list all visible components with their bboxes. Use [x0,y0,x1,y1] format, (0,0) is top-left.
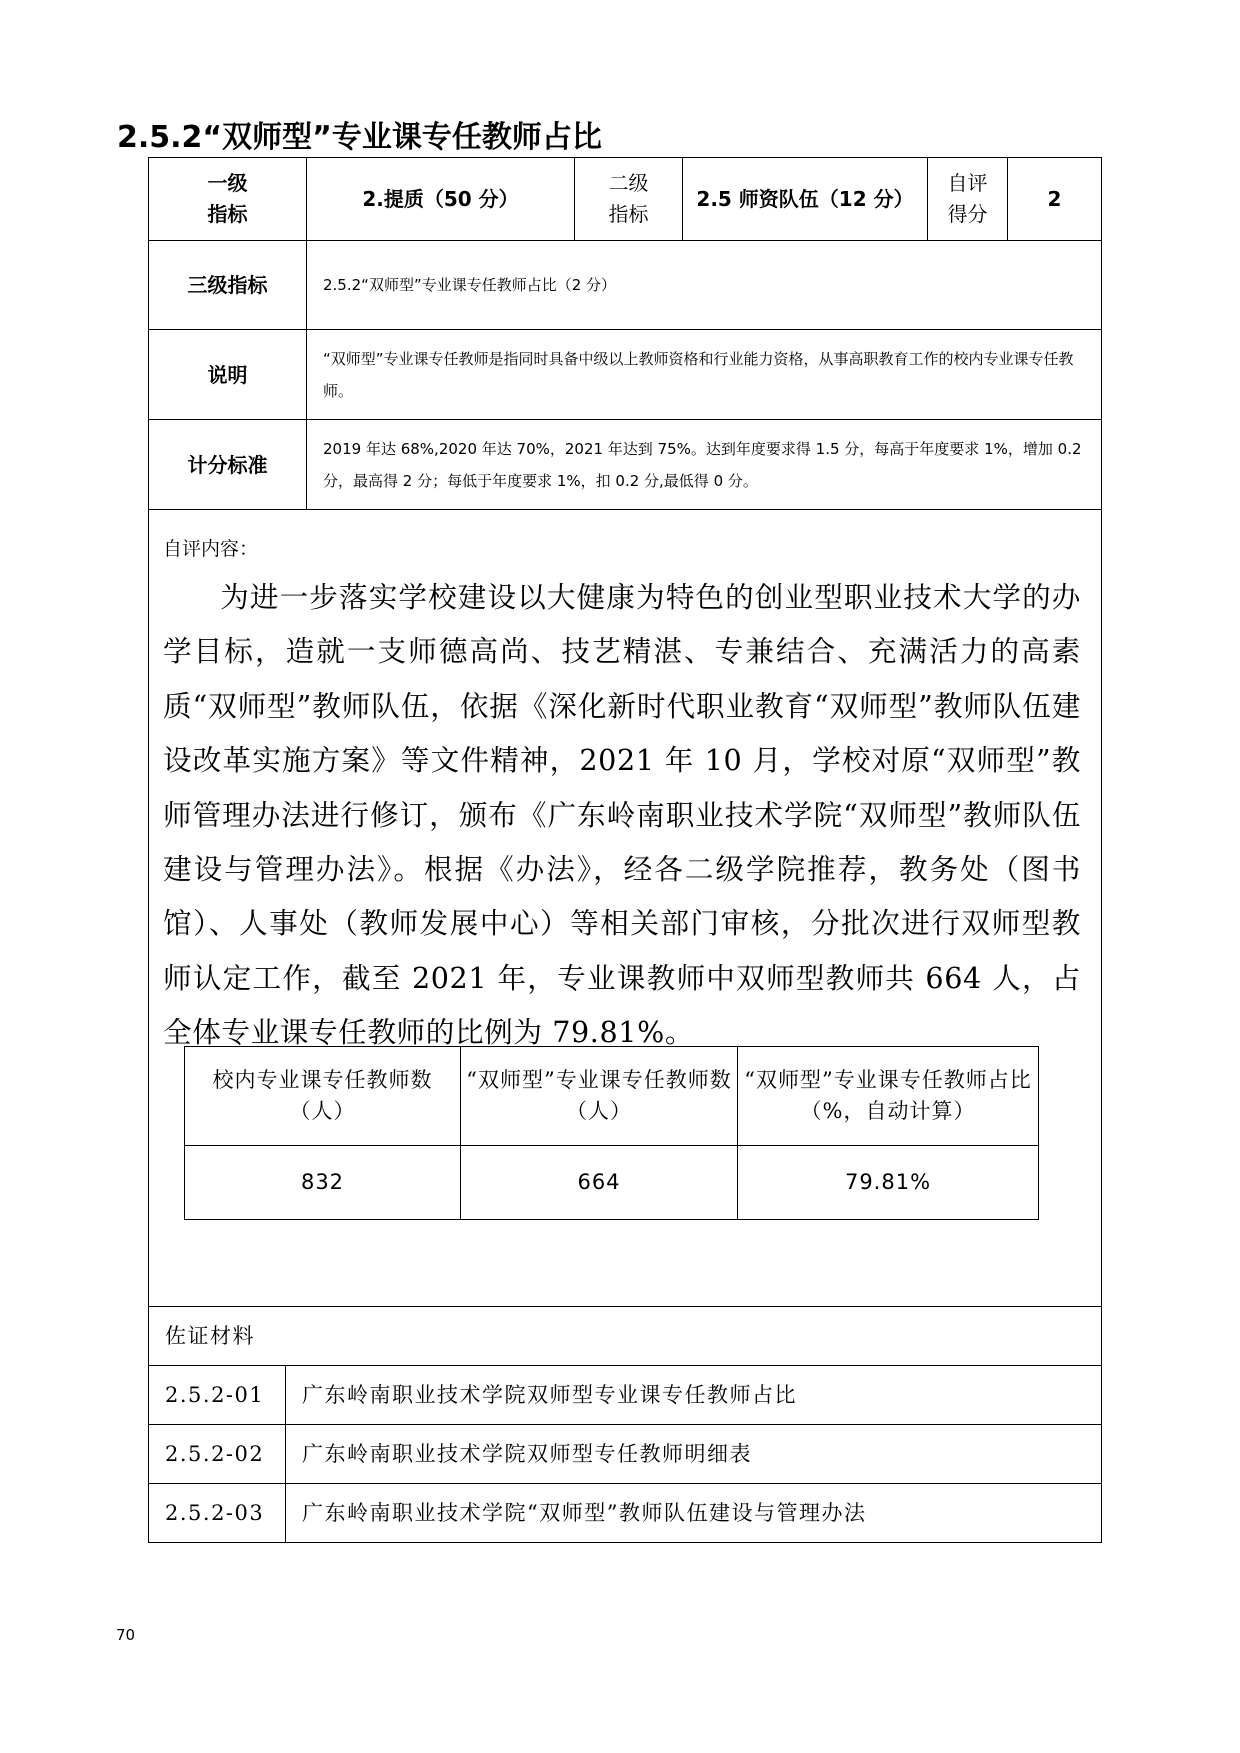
evidence-code: 2.5.2-01 [148,1366,286,1425]
page-number: 70 [116,1626,136,1644]
level2-value: 2.5 师资队伍（12 分） [683,157,928,241]
self-score-value: 2 [1008,157,1102,241]
level1-label: 一级 指标 [148,157,307,241]
section-title: 2.5.2“双师型”专业课专任教师占比 [117,120,602,155]
self-eval-text: 为进一步落实学校建设以大健康为特色的创业型职业技术大学的办学目标，造就一支师德高尚、技艺精湛、专兼结合、充满活力的高素质“双师型”教师队伍，依据《深化新时代职业教育“双师型”教师队伍建设改革实施方案》等文件精神，2021 年 10 月，学校对原“双师型”教师管理办法进行修订，颁布《广东岭南职业技术学院“双师型”教师队伍建设与管理办法》。根据《办法》，经各二级学院推荐，教务处（图书馆）、人事处（教师发展中心）等相关部门审核，分批次进行双师型教师认定工作，截至 2021 年，专业课教师中双师型教师共 664 人，占全体专业课专任教师的比例为 79.81%。 [163,580,1081,1050]
ratio-header-total: 校内专业课专任教师数（人） [184,1046,461,1146]
level1-value: 2.提质（50 分） [307,157,575,241]
evidence-title: 广东岭南职业技术学院双师型专任教师明细表 [286,1425,1102,1484]
level3-label: 三级指标 [148,241,307,330]
self-eval-label: 自评内容： [163,538,259,560]
explanation-label: 说明 [148,330,307,420]
evidence-code: 2.5.2-03 [148,1484,286,1543]
self-eval-paragraph [163,570,1081,1060]
evidence-title: 广东岭南职业技术学院双师型专业课专任教师占比 [286,1366,1102,1425]
ratio-header-percent: “双师型”专业课专任教师占比（%，自动计算） [738,1046,1039,1146]
ratio-value-percent: 79.81% [738,1146,1039,1220]
level2-label: 二级 指标 [575,157,683,241]
explanation-value: “双师型”专业课专任教师是指同时具备中级以上教师资格和行业能力资格，从事高职教育工作的校内专业课专任教师。 [307,330,1102,420]
scoring-label: 计分标准 [148,420,307,510]
ratio-value-total: 832 [184,1146,461,1220]
evidence-title: 广东岭南职业技术学院“双师型”教师队伍建设与管理办法 [286,1484,1102,1543]
ratio-header-double: “双师型”专业课专任教师数（人） [461,1046,738,1146]
scoring-value: 2019 年达 68%,2020 年达 70%，2021 年达到 75%。达到年度要求得 1.5 分，每高于年度要求 1%，增加 0.2 分，最高得 2 分；每低于年度要求 1%，扣 0.2 分,最低得 0 分。 [307,420,1102,510]
evidence-code: 2.5.2-02 [148,1425,286,1484]
ratio-value-double: 664 [461,1146,738,1220]
level3-value: 2.5.2“双师型”专业课专任教师占比（2 分） [307,241,1102,330]
evidence-label: 佐证材料 [148,1307,1102,1366]
self-score-label: 自评 得分 [928,157,1008,241]
